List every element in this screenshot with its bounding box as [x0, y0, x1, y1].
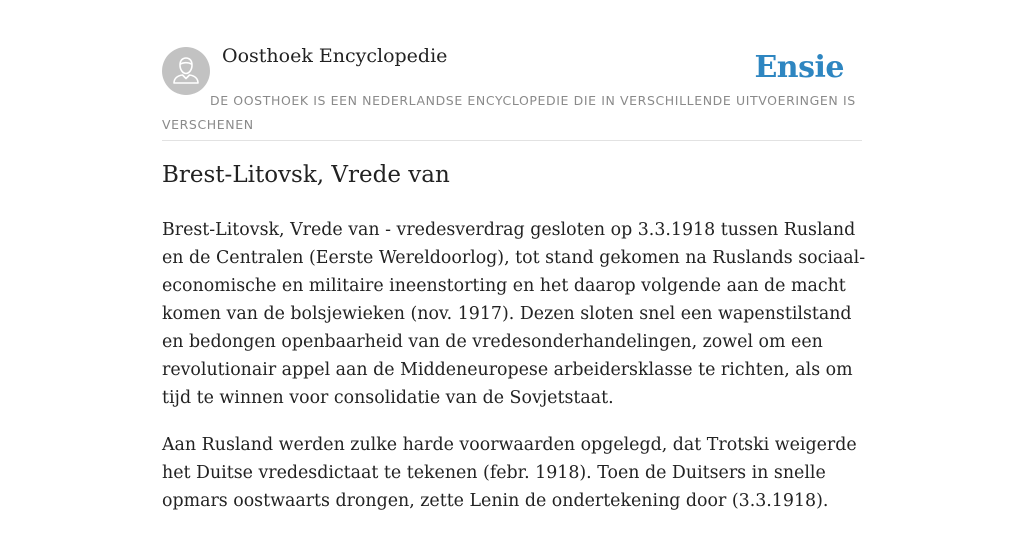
ensie-logo-link[interactable]: Ensie: [754, 50, 844, 85]
source-description: DE OOSTHOEK IS EEN NEDERLANDSE ENCYCLOPEDIE DIE IN VERSCHILLENDE UITVOERINGEN IS VERSCHENEN: [162, 93, 856, 132]
source-title[interactable]: Oosthoek Encyclopedie: [222, 45, 448, 67]
article-paragraph: Aan Rusland werden zulke harde voorwaarden opgelegd, dat Trotski weigerde het Duitse vredesdictaat te tekenen (febr. 1918). Toen de Duitsers in snelle opmars oostwaarts drongen, zette Lenin de ondertekening door (3.3.1918).: [162, 435, 857, 511]
source-header: [162, 0, 862, 141]
article-paragraph: Brest-Litovsk, Vrede van - vredesverdrag gesloten op 3.3.1918 tussen Rusland en de Centralen (Eerste Wereldoorlog), tot stand gekomen na Ruslands sociaal-economische en militaire ineenstorting en het daarop volgende aan de macht komen van de bolsjewieken (nov. 1917). Dezen sloten snel een wapenstilstand en bedongen openbaarheid van de vredesonderhandelingen, zowel om een revolutionair appel aan de Middeneuropese arbeidersklasse te richten, als om tijd te winnen voor consolidatie van de Sovjetstaat.: [162, 220, 866, 408]
article-body: [162, 216, 866, 534]
article-title: Brest-Litovsk, Vrede van: [162, 162, 450, 188]
user-avatar-icon[interactable]: [162, 47, 210, 95]
page: [162, 0, 866, 511]
